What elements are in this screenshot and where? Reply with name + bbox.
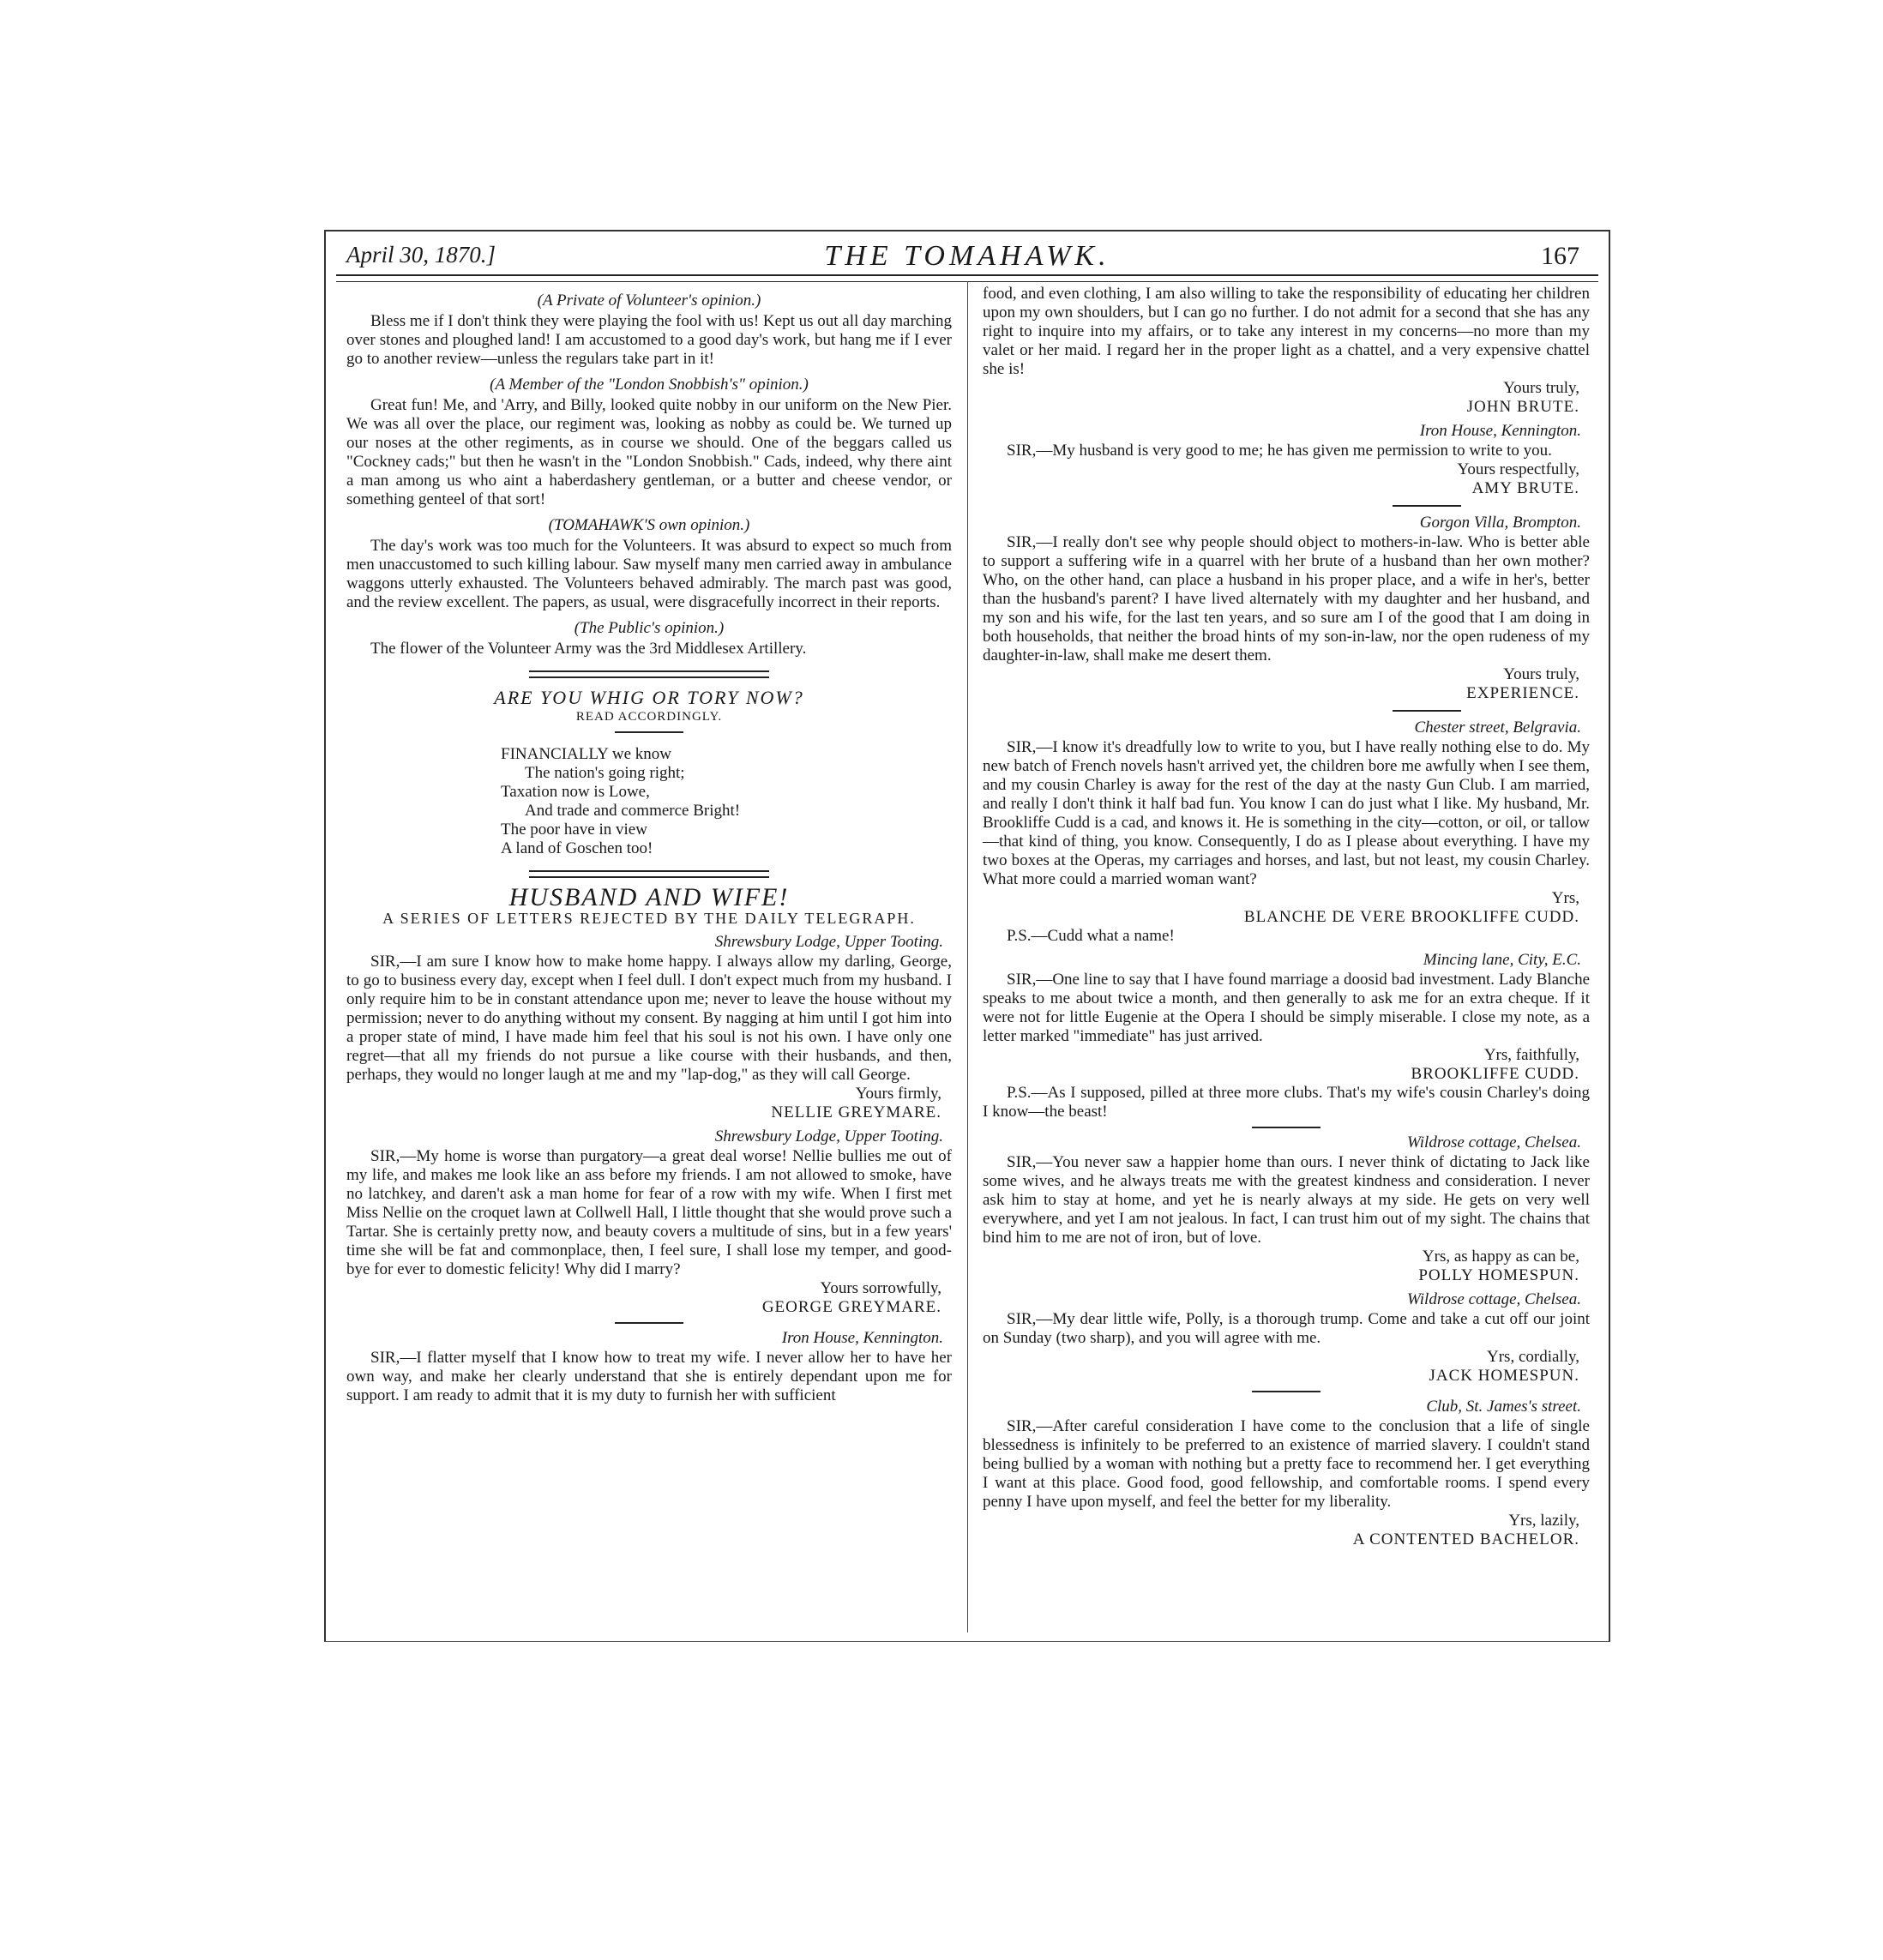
poem-line: The poor have in view — [501, 821, 647, 839]
poem-line: And trade and commerce Bright! — [525, 802, 741, 820]
letter-body: SIR,—My home is worse than purgatory—a great deal worse! Nellie bullies me out of my life, and makes me look like an ass before my friends. I am not allowed to smoke, have no latchkey, and daren't ask a man home for fear of a row with my wife. When I first met Miss Nellie on the croquet lawn at Collwell Hall, I little thought that she would prove such a Tartar. She is certainly pretty now, and beauty covers a multitude of sins, but in a few years' time she will be fat and commonplace, then, I feel sure, I shall lose my temper, and good-bye for ever to domestic felicity! Why did I marry? — [346, 1147, 952, 1278]
letter-closing: Yours truly, — [1503, 665, 1579, 683]
letter-body: SIR,—You never saw a happier home than ours. I never think of dictating to Jack like some wives, and he always treats me with the greatest kindness and consideration. I never ask him to stay at home, and yet he is nearly always at my side. He gets on very well everywhere, and yet I am not jealous. In fact, I can trust him out of my sight. The chains that bind him to me are not of iron, but of love. — [983, 1153, 1590, 1247]
letter-address: Club, St. James's street. — [1426, 1398, 1581, 1416]
letter-closing: Yrs, cordially, — [1487, 1348, 1579, 1366]
article-subtitle: READ ACCORDINGLY. — [575, 710, 723, 724]
poem-line: FINANCIALLY we know — [501, 745, 671, 763]
issue-date: April 30, 1870.] — [346, 242, 496, 268]
poem-line: Taxation now is Lowe, — [501, 783, 650, 801]
letter-signature: BROOKLIFFE CUDD. — [1411, 1065, 1579, 1083]
letter-signature: A CONTENTED BACHELOR. — [1352, 1530, 1579, 1548]
letter-body: SIR,—I am sure I know how to make home happy. I always allow my darling, George, to go to business every day, except when I feel dull. I don't expect much from my husband. I only require him to be in constant attendance upon me; never to leave the house without my permission; never to do anything without my consent. By nagging at him until I got him into a proper state of mind, I have made him feel that his soul is not his own. I have only one regret—that all my friends do not pursue a like course with their husbands, and then, perhaps, they would no longer laugh at me and my "lap-dog," as they will call George. — [346, 953, 952, 1084]
section-heading: (A Private of Volunteer's opinion.) — [537, 292, 761, 310]
letter-signature: GEORGE GREYMARE. — [761, 1298, 942, 1316]
section-divider — [529, 870, 769, 878]
section-heading: (A Member of the "London Snobbish's" opinion.) — [490, 376, 809, 394]
letter-closing: Yrs, as happy as can be, — [1422, 1248, 1579, 1266]
letter-address: Iron House, Kennington. — [1419, 422, 1581, 440]
column-separator — [967, 281, 968, 1632]
letter-address: Iron House, Kennington. — [781, 1329, 943, 1347]
right-column — [983, 285, 1590, 1549]
short-rule — [615, 1322, 683, 1324]
letter-signature: NELLIE GREYMARE. — [771, 1103, 942, 1121]
section-heading: (The Public's opinion.) — [574, 619, 725, 637]
short-rule — [615, 731, 683, 733]
letter-body: SIR,—My husband is very good to me; he has given me permission to write to you. — [1007, 442, 1552, 460]
letter-signature: POLLY HOMESPUN. — [1418, 1266, 1579, 1284]
letter-body: SIR,—I know it's dreadfully low to write to you, but I have really nothing else to do. My new batch of French novels hasn't arrived yet, the children bore me awfully when I see them, and my cousin Charley is away for the rest of the day at the nasty Gun Club. I am married, and really I don't think it half bad fun. You know I can do just what I like. My husband, Mr. Brookliffe Cudd is a cad, and knows it. He is something in the city—cotton, or oil, or tallow—that kind of thing, you know. Consequently, I do as I please about everything. I have my two boxes at the Operas, my carriages and horses, and last, but not least, my cousin Charley. What more could a married woman want? — [983, 738, 1590, 888]
poem-line: The nation's going right; — [525, 764, 685, 782]
letter-signature: AMY BRUTE. — [1471, 479, 1579, 497]
left-column — [346, 285, 952, 1405]
poem — [501, 745, 952, 858]
letter-body: SIR,—I really don't see why people should object to mothers-in-law. Who is better able to support a suffering wife in a quarrel with her brute of a husband than her own mother? Who, on the other hand, can place a husband in his proper place, and a wife in her's, better than the husband's parent? I have lived alternately with my daughter and her husband, and my son and his wife, for the last ten years, and so sure am I of the good that I am doing in both households, that neither the broad hints of my son-in-law, nor the open rudeness of my daughter-in-law, shall make me desert them. — [983, 533, 1590, 664]
short-rule — [1393, 710, 1461, 712]
page-number: 167 — [1541, 242, 1579, 270]
section-heading: (TOMAHAWK'S own opinion.) — [548, 516, 750, 534]
letter-signature: JOHN BRUTE. — [1466, 398, 1579, 416]
letter-body: SIR,—One line to say that I have found marriage a doosid bad investment. Lady Blanche speaks to me about twice a month, and then generally to ask me for an extra cheque. If it were not for little Eugenie at the Opera I should be simply miserable. I close my note, as a letter marked "immediate" has just arrived. — [983, 971, 1590, 1045]
short-rule — [1252, 1391, 1321, 1392]
paragraph: Great fun! Me, and 'Arry, and Billy, looked quite nobby in our uniform on the New Pier. We was all over the place, our regiment was, looking as nobby as could be. We turned up our noses at the other regiments, as in course we should. One of the beggars called us "Cockney cads;" but then he wasn't in the "London Snobbish." Cads, indeed, why there aint a man among us who aint a haberdashery gentleman, or a butter and cheese vendor, or something genteel of that sort! — [346, 396, 952, 508]
short-rule — [1393, 505, 1461, 507]
letter-body: SIR,—After careful consideration I have come to the conclusion that a life of single blessedness is infinitely to be preferred to an existence of married slavery. I couldn't stand being bullied by a woman with nothing but a pretty face to recommend her. I get everything I want at this place. Good food, good fellowship, and comfortable rooms. I spend every penny I have upon myself, and feel the better for my liberality. — [983, 1417, 1590, 1511]
letter-body: SIR,—I flatter myself that I know how to treat my wife. I never allow her to have her own way, and make her clearly understand that she is entirely dependant upon me for support. I am ready to admit that it is my duty to furnish her with sufficient — [346, 1349, 952, 1404]
letter-body: SIR,—My dear little wife, Polly, is a thorough trump. Come and take a cut off our joint on Sunday (two sharp), and you will agree with me. — [983, 1310, 1590, 1347]
letter-signature: BLANCHE DE VERE BROOKLIFFE CUDD. — [1243, 908, 1579, 926]
letter-address: Wildrose cottage, Chelsea. — [1407, 1290, 1581, 1308]
letter-closing: Yours firmly, — [855, 1085, 942, 1103]
letter-closing: Yours truly, — [1503, 379, 1579, 397]
letter-address: Shrewsbury Lodge, Upper Tooting. — [714, 933, 943, 951]
article-title: ARE YOU WHIG OR TORY NOW? — [494, 687, 804, 708]
letter-address: Chester street, Belgravia. — [1414, 718, 1581, 737]
letter-closing: Yrs, lazily, — [1508, 1512, 1579, 1530]
letter-closing: Yours respectfully, — [1457, 460, 1579, 478]
letter-body: food, and even clothing, I am also willing to take the responsibility of educating her children upon my own shoulders, but I can go no further. I do not admit for a second that she has any right to inquire into my affairs, or to take any interest in my concerns—no more than my valet or her maid. I regard her in the proper light as a chattel, and a very expensive chattel she is! — [983, 285, 1590, 378]
letter-signature: EXPERIENCE. — [1466, 684, 1579, 702]
paragraph: The flower of the Volunteer Army was the 3rd Middlesex Artillery. — [370, 640, 807, 658]
letter-closing: Yours sorrowfully, — [820, 1279, 942, 1297]
letter-address: Mincing lane, City, E.C. — [1423, 951, 1581, 969]
postscript: P.S.—As I supposed, pilled at three more clubs. That's my wife's cousin Charley's doing I know—the beast! — [983, 1084, 1590, 1121]
paragraph: The day's work was too much for the Volunteers. It was absurd to expect so much from men unaccustomed to such killing labour. Saw myself many men carried away in ambulance waggons utterly exhausted. The Volunteers behaved admirably. The march past was good, and the review excellent. The papers, as usual, were disgracefully incorrect in their reports. — [346, 537, 952, 611]
short-rule — [1252, 1127, 1321, 1128]
letter-closing: Yrs, — [1551, 889, 1579, 907]
article-title: HUSBAND AND WIFE! — [508, 883, 790, 911]
paragraph: Bless me if I don't think they were playing the fool with us! Kept us out all day marching over stones and ploughed land! I am accustomed to a good day's work, but hang me if I ever go to another review—unless the regulars take part in it! — [346, 312, 952, 368]
postscript: P.S.—Cudd what a name! — [1007, 927, 1175, 945]
letter-closing: Yrs, faithfully, — [1483, 1046, 1579, 1064]
letter-address: Wildrose cottage, Chelsea. — [1407, 1133, 1581, 1151]
letter-signature: JACK HOMESPUN. — [1429, 1367, 1579, 1385]
article-subtitle: A SERIES OF LETTERS REJECTED BY THE DAILY TELEGRAPH. — [382, 910, 916, 927]
poem-line: A land of Goschen too! — [501, 839, 653, 857]
masthead-title: THE TOMAHAWK. — [824, 240, 1110, 272]
letter-address: Gorgon Villa, Brompton. — [1419, 514, 1581, 532]
letter-address: Shrewsbury Lodge, Upper Tooting. — [714, 1127, 943, 1145]
section-divider — [529, 670, 769, 678]
page-header — [334, 240, 1600, 274]
newspaper-page — [324, 231, 1610, 1642]
